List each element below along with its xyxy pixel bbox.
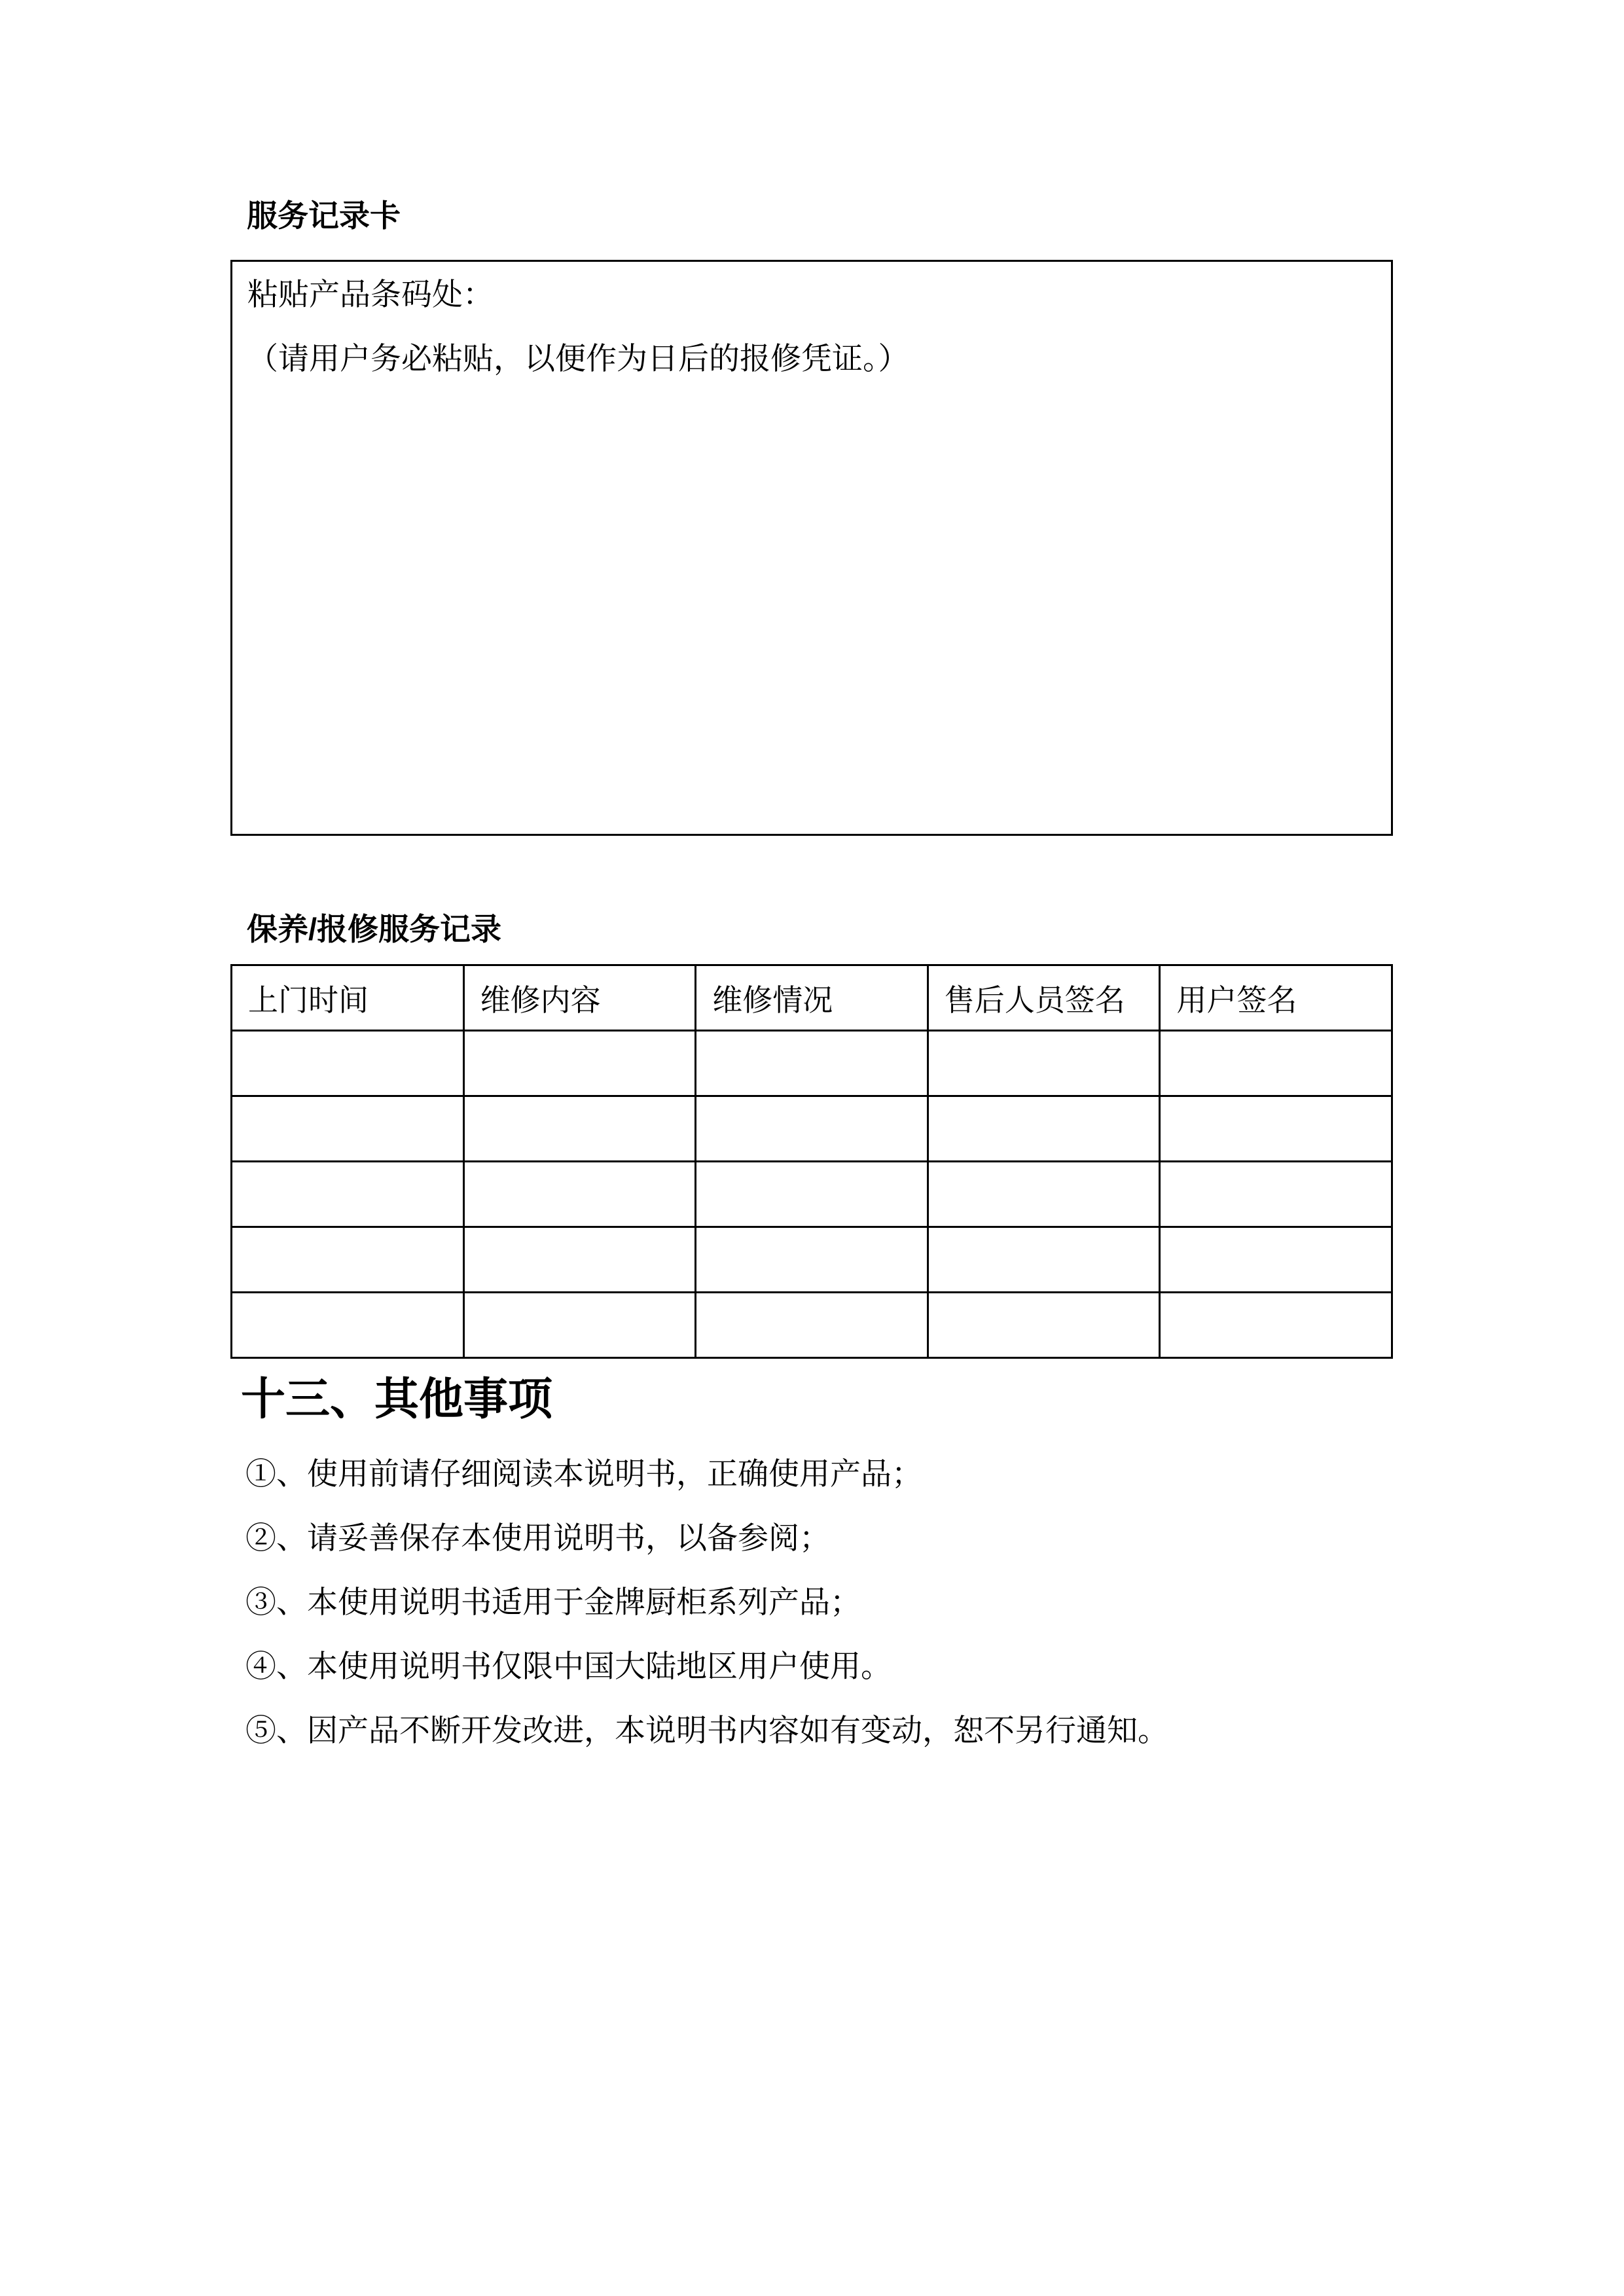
table-cell: [232, 1162, 464, 1227]
table-cell: [696, 1031, 928, 1096]
table-row: [232, 1227, 1392, 1293]
table-cell: [232, 1293, 464, 1358]
table-cell: [232, 1227, 464, 1293]
table-cell: [1160, 1293, 1392, 1358]
barcode-paste-note: （请用户务必粘贴，以便作为日后的报修凭证。）: [247, 341, 909, 376]
table-cell: [696, 1293, 928, 1358]
table-cell: [232, 1096, 464, 1162]
table-cell: [1160, 1162, 1392, 1227]
service-log-title: 保养/报修服务记录: [247, 912, 502, 946]
table-cell: [463, 1096, 696, 1162]
table-header-row: [232, 965, 1392, 1031]
table-cell: [928, 1096, 1160, 1162]
note-item-3: ③、本使用说明书适用于金牌厨柜系列产品；: [245, 1585, 861, 1619]
table-cell: [1160, 1031, 1392, 1096]
table-cell: [696, 1096, 928, 1162]
table-row: [232, 1031, 1392, 1096]
table-cell: [928, 1227, 1160, 1293]
table-cell: [1160, 1096, 1392, 1162]
service-log-table: [230, 964, 1393, 1359]
header-aftersales-signature: 售后人员签名: [928, 965, 1160, 1031]
header-user-signature: 用户签名: [1160, 965, 1392, 1031]
table-cell: [463, 1162, 696, 1227]
barcode-paste-label: 粘贴产品条码处：: [247, 277, 494, 312]
table-cell: [696, 1162, 928, 1227]
service-card-title: 服务记录卡: [247, 198, 401, 233]
table-cell: [928, 1162, 1160, 1227]
table-cell: [696, 1227, 928, 1293]
note-item-4: ④、本使用说明书仅限中国大陆地区用户使用。: [245, 1649, 892, 1683]
note-item-1: ①、使用前请仔细阅读本说明书，正确使用产品；: [245, 1456, 922, 1491]
other-notes-title: 十三、其他事项: [241, 1374, 553, 1424]
table-row: [232, 1293, 1392, 1358]
note-item-2: ②、请妥善保存本使用说明书，以备参阅；: [245, 1520, 830, 1555]
table-cell: [232, 1031, 464, 1096]
barcode-paste-box: [230, 260, 1393, 836]
header-repair-content: 维修内容: [463, 965, 696, 1031]
table-cell: [463, 1227, 696, 1293]
table-row: [232, 1096, 1392, 1162]
table-cell: [1160, 1227, 1392, 1293]
table-cell: [928, 1031, 1160, 1096]
header-repair-status: 维修情况: [696, 965, 928, 1031]
table-cell: [463, 1031, 696, 1096]
table-cell: [928, 1293, 1160, 1358]
note-item-5: ⑤、因产品不断开发改进，本说明书内容如有变动，恕不另行通知。: [245, 1713, 1168, 1748]
header-visit-time: 上门时间: [232, 965, 464, 1031]
table-row: [232, 1162, 1392, 1227]
other-notes-list: [245, 1458, 1493, 1779]
table-cell: [463, 1293, 696, 1358]
